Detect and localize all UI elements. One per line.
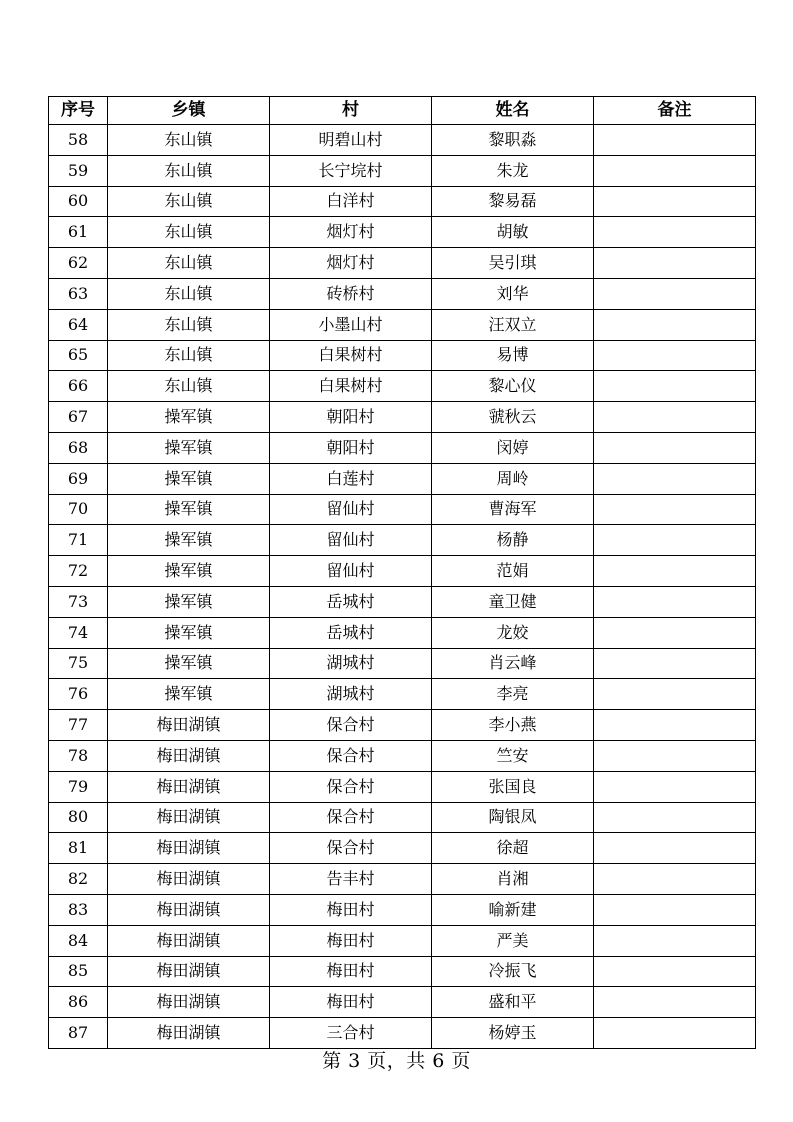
table-row [49, 556, 756, 587]
cell-remark [594, 278, 756, 309]
cell-name: 虢秋云 [432, 402, 594, 433]
table-body [49, 125, 756, 1049]
cell-village: 告丰村 [270, 864, 432, 895]
cell-no: 66 [49, 371, 108, 402]
cell-remark [594, 309, 756, 340]
cell-town: 东山镇 [108, 125, 270, 156]
cell-village: 湖城村 [270, 648, 432, 679]
cell-village: 烟灯村 [270, 248, 432, 279]
cell-name: 吴引琪 [432, 248, 594, 279]
cell-no: 70 [49, 494, 108, 525]
cell-remark [594, 679, 756, 710]
cell-no: 60 [49, 186, 108, 217]
cell-name: 周岭 [432, 463, 594, 494]
cell-village: 保合村 [270, 740, 432, 771]
cell-town: 梅田湖镇 [108, 894, 270, 925]
table-row [49, 525, 756, 556]
cell-name: 喻新建 [432, 894, 594, 925]
cell-name: 竺安 [432, 740, 594, 771]
cell-no: 73 [49, 586, 108, 617]
cell-no: 62 [49, 248, 108, 279]
cell-no: 58 [49, 125, 108, 156]
cell-village: 岳城村 [270, 586, 432, 617]
table-row [49, 679, 756, 710]
cell-no: 69 [49, 463, 108, 494]
cell-village: 留仙村 [270, 556, 432, 587]
cell-name: 严美 [432, 925, 594, 956]
cell-no: 83 [49, 894, 108, 925]
cell-town: 东山镇 [108, 278, 270, 309]
cell-no: 63 [49, 278, 108, 309]
cell-name: 盛和平 [432, 987, 594, 1018]
cell-name: 杨婷玉 [432, 1018, 594, 1049]
cell-village: 留仙村 [270, 494, 432, 525]
cell-remark [594, 925, 756, 956]
header-remark: 备注 [594, 97, 756, 125]
header-row [49, 97, 756, 125]
cell-town: 梅田湖镇 [108, 925, 270, 956]
cell-village: 湖城村 [270, 679, 432, 710]
cell-remark [594, 617, 756, 648]
cell-village: 白洋村 [270, 186, 432, 217]
cell-village: 烟灯村 [270, 217, 432, 248]
table-row [49, 309, 756, 340]
table-row [49, 432, 756, 463]
cell-remark [594, 494, 756, 525]
cell-town: 梅田湖镇 [108, 740, 270, 771]
cell-no: 81 [49, 833, 108, 864]
cell-village: 保合村 [270, 802, 432, 833]
cell-village: 留仙村 [270, 525, 432, 556]
cell-remark [594, 833, 756, 864]
cell-no: 85 [49, 956, 108, 987]
cell-village: 长宁垸村 [270, 155, 432, 186]
cell-town: 梅田湖镇 [108, 771, 270, 802]
cell-village: 朝阳村 [270, 402, 432, 433]
cell-name: 冷振飞 [432, 956, 594, 987]
cell-name: 肖湘 [432, 864, 594, 895]
table-row [49, 494, 756, 525]
table-row [49, 956, 756, 987]
cell-town: 操军镇 [108, 679, 270, 710]
header-no: 序号 [49, 97, 108, 125]
cell-name: 黎心仪 [432, 371, 594, 402]
table-row [49, 248, 756, 279]
cell-remark [594, 463, 756, 494]
cell-remark [594, 186, 756, 217]
cell-town: 东山镇 [108, 217, 270, 248]
cell-town: 操军镇 [108, 463, 270, 494]
cell-village: 三合村 [270, 1018, 432, 1049]
cell-remark [594, 1018, 756, 1049]
table-row [49, 371, 756, 402]
cell-town: 梅田湖镇 [108, 802, 270, 833]
cell-remark [594, 155, 756, 186]
cell-village: 砖桥村 [270, 278, 432, 309]
cell-village: 保合村 [270, 771, 432, 802]
cell-remark [594, 340, 756, 371]
cell-village: 梅田村 [270, 925, 432, 956]
cell-remark [594, 217, 756, 248]
cell-town: 操军镇 [108, 402, 270, 433]
cell-no: 86 [49, 987, 108, 1018]
cell-remark [594, 248, 756, 279]
table-row [49, 864, 756, 895]
table-row [49, 402, 756, 433]
cell-town: 梅田湖镇 [108, 833, 270, 864]
cell-remark [594, 648, 756, 679]
cell-village: 朝阳村 [270, 432, 432, 463]
cell-remark [594, 125, 756, 156]
cell-no: 87 [49, 1018, 108, 1049]
cell-town: 梅田湖镇 [108, 710, 270, 741]
cell-no: 72 [49, 556, 108, 587]
cell-town: 操军镇 [108, 556, 270, 587]
cell-town: 操军镇 [108, 648, 270, 679]
cell-name: 李亮 [432, 679, 594, 710]
cell-remark [594, 956, 756, 987]
table-row [49, 463, 756, 494]
header-name: 姓名 [432, 97, 594, 125]
table-row [49, 278, 756, 309]
table-row [49, 740, 756, 771]
cell-remark [594, 771, 756, 802]
cell-name: 黎职淼 [432, 125, 594, 156]
cell-village: 梅田村 [270, 894, 432, 925]
cell-town: 东山镇 [108, 309, 270, 340]
cell-remark [594, 556, 756, 587]
cell-village: 白果树村 [270, 371, 432, 402]
cell-town: 梅田湖镇 [108, 864, 270, 895]
table-row [49, 987, 756, 1018]
cell-village: 小墨山村 [270, 309, 432, 340]
cell-name: 黎易磊 [432, 186, 594, 217]
cell-no: 82 [49, 864, 108, 895]
table-row [49, 802, 756, 833]
cell-town: 梅田湖镇 [108, 1018, 270, 1049]
cell-no: 59 [49, 155, 108, 186]
cell-town: 操军镇 [108, 617, 270, 648]
cell-village: 明碧山村 [270, 125, 432, 156]
cell-remark [594, 586, 756, 617]
cell-remark [594, 525, 756, 556]
cell-no: 77 [49, 710, 108, 741]
cell-name: 李小燕 [432, 710, 594, 741]
table-row [49, 217, 756, 248]
cell-village: 白果树村 [270, 340, 432, 371]
cell-name: 杨静 [432, 525, 594, 556]
cell-village: 保合村 [270, 710, 432, 741]
table-row [49, 648, 756, 679]
cell-town: 东山镇 [108, 248, 270, 279]
cell-name: 刘华 [432, 278, 594, 309]
cell-remark [594, 402, 756, 433]
cell-name: 徐超 [432, 833, 594, 864]
cell-name: 汪双立 [432, 309, 594, 340]
cell-remark [594, 371, 756, 402]
table-row [49, 186, 756, 217]
cell-remark [594, 894, 756, 925]
cell-village: 岳城村 [270, 617, 432, 648]
cell-village: 梅田村 [270, 987, 432, 1018]
cell-remark [594, 987, 756, 1018]
cell-no: 64 [49, 309, 108, 340]
cell-name: 龙姣 [432, 617, 594, 648]
cell-name: 曹海军 [432, 494, 594, 525]
cell-no: 68 [49, 432, 108, 463]
cell-no: 61 [49, 217, 108, 248]
table-row [49, 710, 756, 741]
cell-no: 71 [49, 525, 108, 556]
table-row [49, 155, 756, 186]
cell-remark [594, 740, 756, 771]
cell-no: 65 [49, 340, 108, 371]
cell-no: 74 [49, 617, 108, 648]
table-row [49, 125, 756, 156]
header-village: 村 [270, 97, 432, 125]
table-row [49, 617, 756, 648]
cell-remark [594, 864, 756, 895]
cell-remark [594, 432, 756, 463]
cell-name: 童卫健 [432, 586, 594, 617]
cell-remark [594, 802, 756, 833]
cell-name: 闵婷 [432, 432, 594, 463]
table-row [49, 586, 756, 617]
cell-no: 76 [49, 679, 108, 710]
cell-town: 操军镇 [108, 494, 270, 525]
cell-name: 易博 [432, 340, 594, 371]
cell-town: 操军镇 [108, 432, 270, 463]
page-number: 第 3 页，共 6 页 [322, 1050, 471, 1072]
cell-name: 胡敏 [432, 217, 594, 248]
cell-town: 梅田湖镇 [108, 956, 270, 987]
cell-town: 梅田湖镇 [108, 987, 270, 1018]
cell-remark [594, 710, 756, 741]
cell-no: 80 [49, 802, 108, 833]
cell-town: 东山镇 [108, 186, 270, 217]
cell-town: 东山镇 [108, 371, 270, 402]
cell-name: 张国良 [432, 771, 594, 802]
table-row [49, 1018, 756, 1049]
cell-no: 75 [49, 648, 108, 679]
cell-no: 78 [49, 740, 108, 771]
table-header [49, 97, 756, 125]
cell-village: 白莲村 [270, 463, 432, 494]
cell-town: 东山镇 [108, 340, 270, 371]
table-row [49, 925, 756, 956]
cell-name: 朱龙 [432, 155, 594, 186]
table-row [49, 340, 756, 371]
table-row [49, 894, 756, 925]
roster-table [48, 96, 756, 1049]
cell-no: 84 [49, 925, 108, 956]
cell-town: 操军镇 [108, 525, 270, 556]
table-row [49, 771, 756, 802]
table-row [49, 833, 756, 864]
cell-name: 肖云峰 [432, 648, 594, 679]
cell-town: 操军镇 [108, 586, 270, 617]
cell-town: 东山镇 [108, 155, 270, 186]
cell-name: 陶银凤 [432, 802, 594, 833]
cell-village: 保合村 [270, 833, 432, 864]
cell-village: 梅田村 [270, 956, 432, 987]
header-town: 乡镇 [108, 97, 270, 125]
cell-name: 范娟 [432, 556, 594, 587]
cell-no: 79 [49, 771, 108, 802]
cell-no: 67 [49, 402, 108, 433]
